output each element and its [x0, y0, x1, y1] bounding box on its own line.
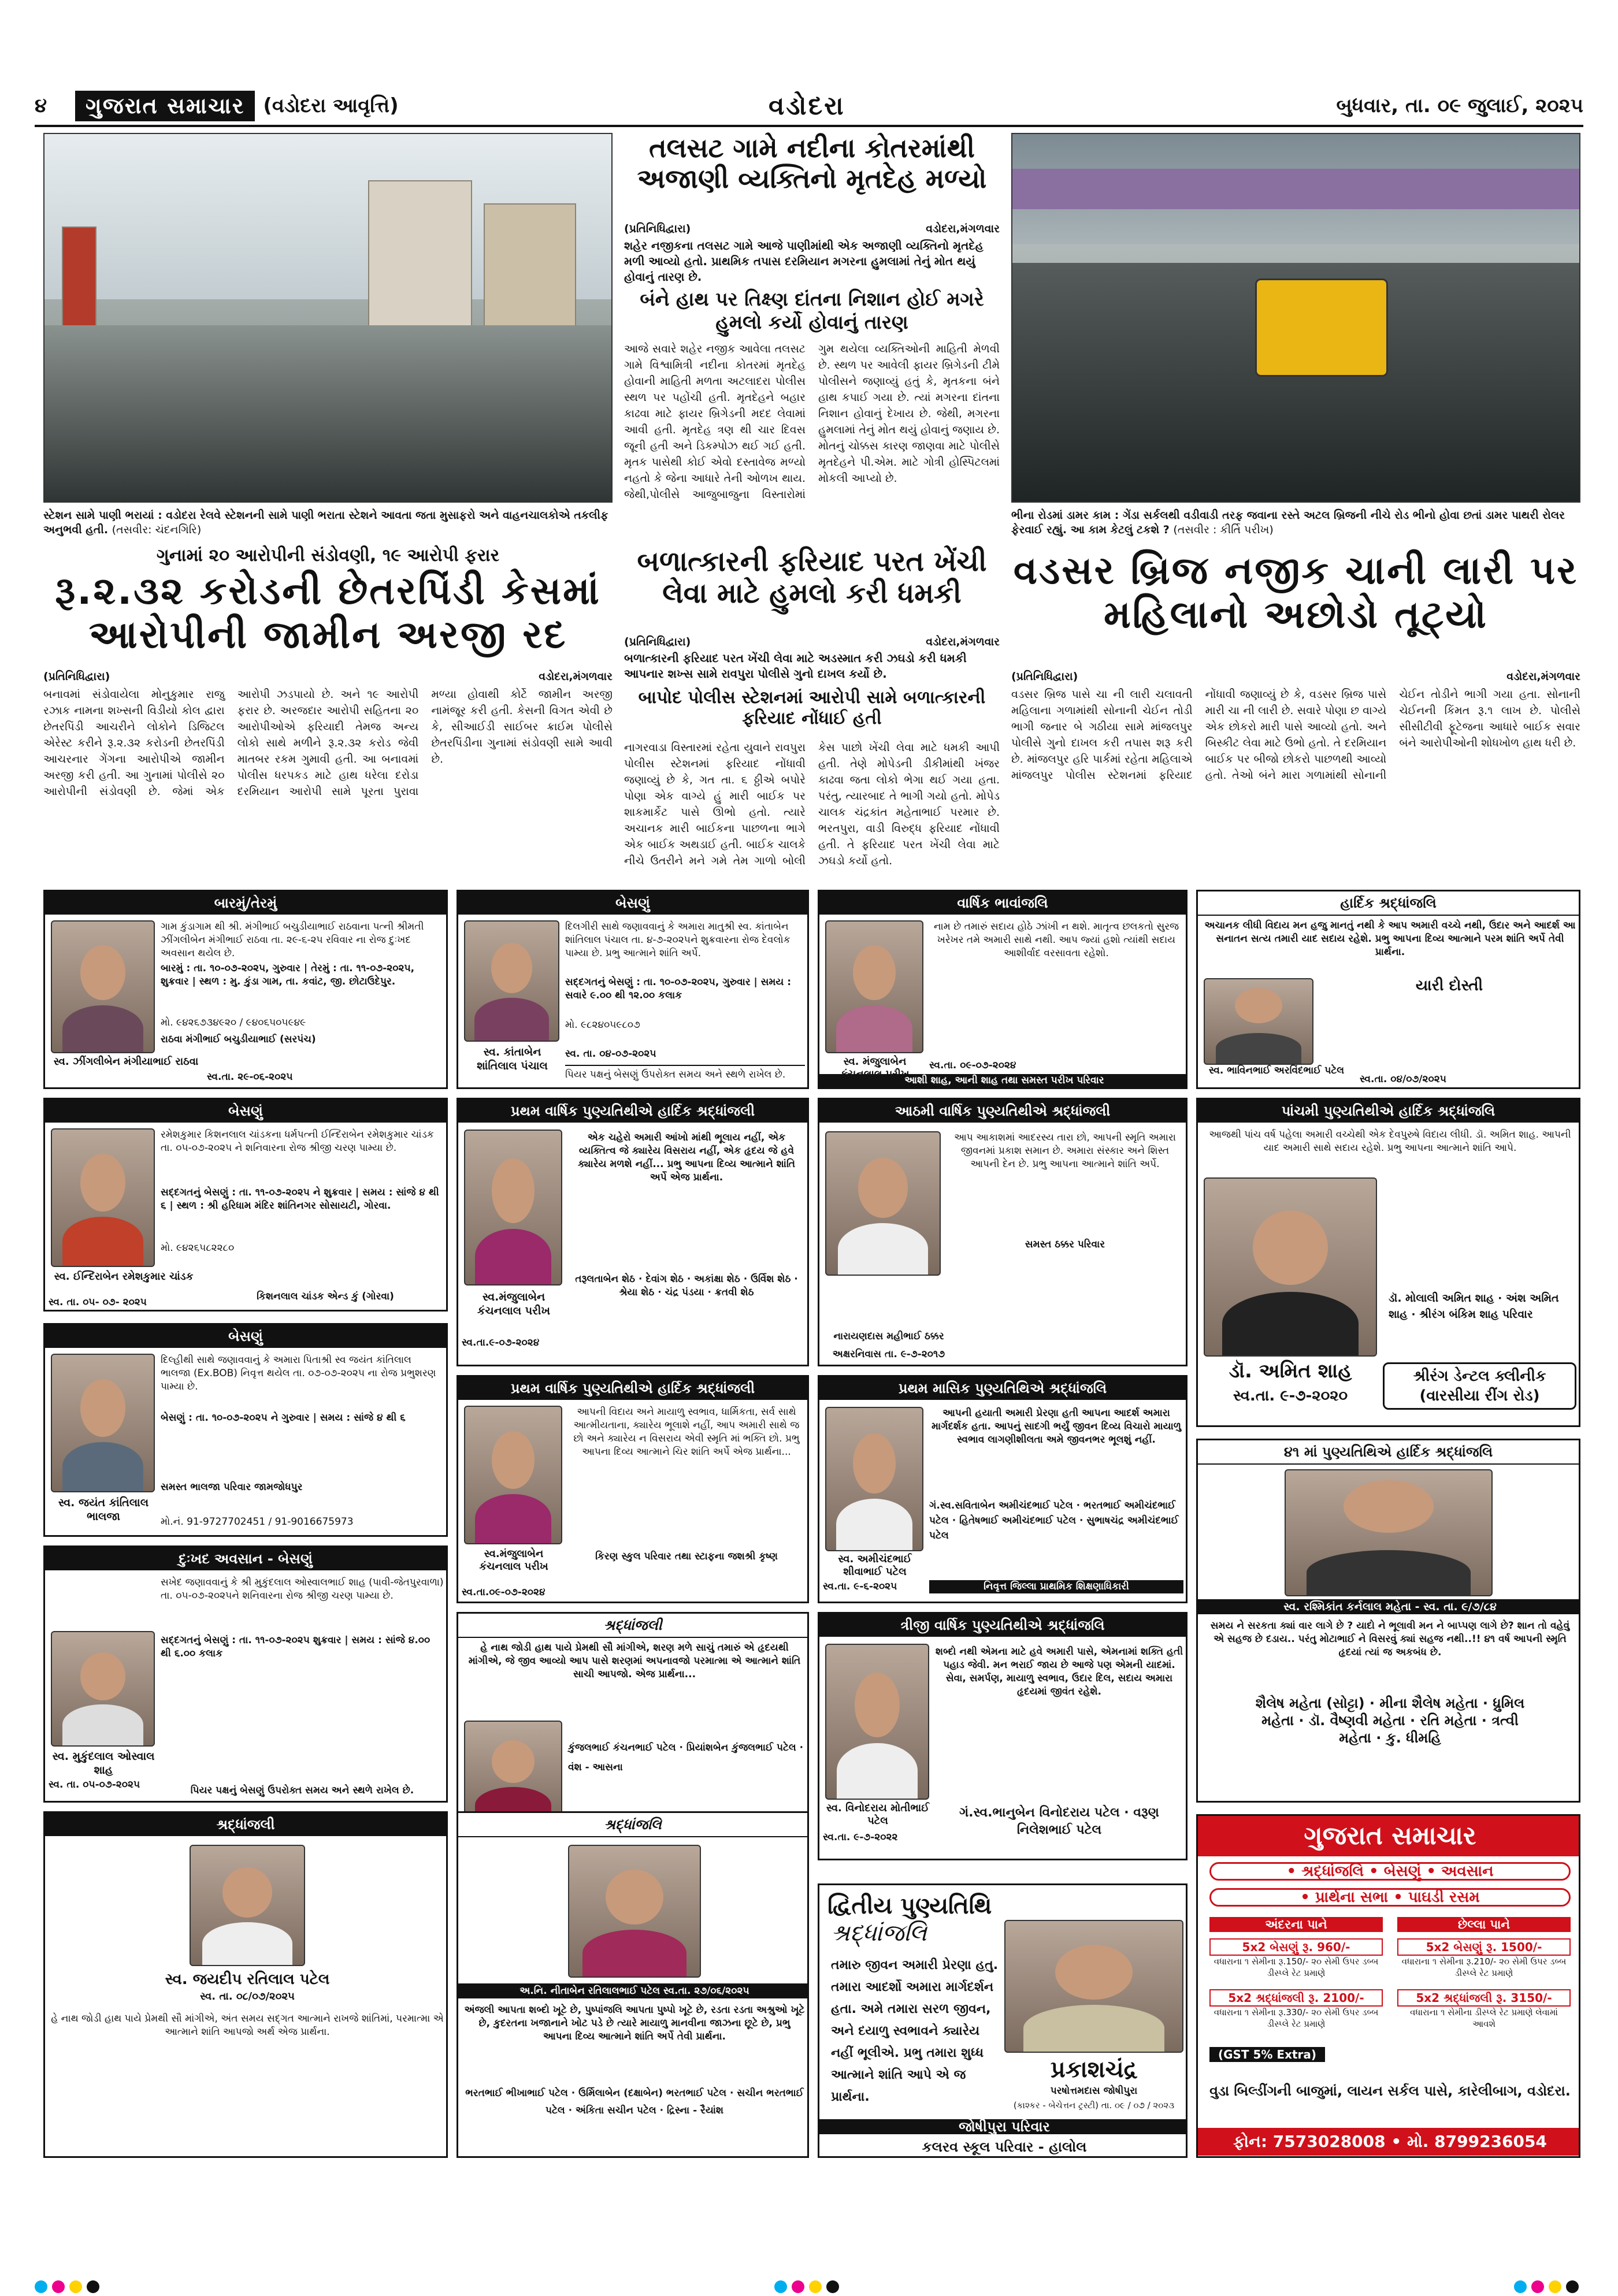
story1-dateline: (પ્રતિનિધિદ્વારા) વડોદરા,મંગળવાર — [624, 222, 1000, 235]
ad-manjulaben-1: વાર્ષિક ભાવાંજલિ નામ છે તમારું સદાય હોઠે ઝાંખી ન થશે. માતૃત્વ છલકતો સુરજ ખરેખર તમે અમારી સાથે નથી. આપ જ્યાં હશો ત્યાંથી સદાય આશીર્વાદ વરસાવતા રહેશો. સ્વ. મંજુલાબેન સ્વ.તા. ૦૯-૦૭-૨૦૨૪ આશી શાહ, આની શાહ તથા સમસ્ત પરીખ પરિવાર — [818, 890, 1187, 1089]
gs-classified-ad: ગુજરાત સમાચાર • શ્રદ્ધાંજલિ • બેસણું • અવસાન • પ્રાર્થના સભા • પાઘડી રસમ અંદરના પાને છેલ્લા પાને 5x2 બેસણું રૂ. 960/- વધારાના ૧ સેમીના રૂ.150/- ૨૦ સેમી ઉપર ડબ્બ ડીસ્પ્લે રેટ પ્રમાણે 5x2 બેસણું રૂ. 1500/- વધારાના ૧ સેમીના રૂ.210/- ૨૦ સેમી ઉપર ડબ્બ ડીસ્પ્લે રેટ પ્રમાણે 5x2 શ્રદ્ધાંજલી રૂ. 2100/- વધારાના ૧ સેમીના રૂ.330/- ૨૦ સેમી ઉપર ડબ્બ ડીસ્પ્લે રેટ પ્રમાણે 5x2 શ્રદ્ધાંજલી રૂ. 3150/- વધારાના ૧ સેમીના ડીસ્પ્લે રેટ પ્રમાણે લેવામાં આવશે (GST 5% Extra) વુડા બિલ્ડીંગની બાજુમાં, લાયન સર્કલ પાસે, કારેલીબાગ, વડોદરા. ફોન: 7573028008 • મો. 8799236054 — [1196, 1814, 1580, 2158]
story3-subhead: બાપોદ પોલીસ સ્ટેશનમાં આરોપી સામે બળાત્કારની ફરિયાદ નોંધાઈ હતી — [638, 688, 986, 729]
ad-nitaben-2: શ્રદ્ધાંજલિ અ.નિ. નીતાબેન રતિલાલભાઈ પટેલ સ્વ.તા. ૨૭/૦૬/૨૦૨૫ અંજલી આપતા શબ્દો ખૂટે છે, પુષ્પાંજલિ આપતા પુષ્પો ખૂટે છે, રડતા રડતા અશ્રુઓ ખૂટે છે, કુદરતના ખજાનાને ખોટ પડે છે ત્યારે માયાળુ માનવીના જાઝના છૂટે છે, પ્રભુ આપના દિવ્ય આત્માને શાંતિ અર્પે તેવી પ્રાર્થના. ભરતભાઈ ભીખાભાઈ પટેલ · ઉર્મિલાબેન (દક્ષાબેન) ભરતભાઈ પટેલ · સચીન ભરતભાઈ પટેલ · અંકિતા સચીન પટેલ · દ્રિસ્ના - રૈયાંશ — [457, 1811, 809, 2158]
ad-amit-shah: પાંચમી પુણ્યતિથીએ હાર્દિક શ્રદ્ધાંજલિ આજથી પાંચ વર્ષ પહેલા અમારી વચ્ચેથી એક દેવપુરુષે વિદાય લીધી. ડૉ. અમિત શાહ. આપની યાદ અમારી સાથે સદાય રહેશે. પ્રભુ આપના આત્માને શાંતિ આપે. ડૉ. મોલાલી અમિત શાહ · અંશ અમિત શાહ · શ્રીરંગ બંકિમ શાહ પરિવાર ડૉ. અમિત શાહ સ્વ.તા. ૯-૭-૨૦૨૦ શ્રીરંગ ડેન્ટલ ક્લીનીક (વારસીયા રીંગ રોડ) — [1196, 1098, 1580, 1427]
story3-headline: બળાત્કારની ફરિયાદ પરત ખેંચી લેવા માટે હુમલો કરી ધમકી — [637, 545, 987, 610]
story2-body: બનાવમાં સંડોવાયેલા મોનુકુમાર રાજુ રઝાક નામના શખ્સની વિડીયો કોલ દ્વારા છેતરપિંડી આચરીને લોકોને ડિજિટલ એરેસ્ટ કરીને રૂ.૨.૩૨ કરોડની છેતરપિંડી આચરનાર ગેંગના આરોપીએ જામીન અરજી કરી હતી. આ ગુનામાં પોલીસે ૨૦ આરોપીની સંડોવણી છે. જેમાં એક આરોપી ઝડપાયો છે. અને ૧૯ આરોપી ફરાર છે. અરજદાર આરોપી સહિતના ૨૦ આરોપીઓએ ફરિયાદી તેમજ અન્ય લોકો સાથે મળીને રૂ.૨.૩૨ કરોડ જેવી માતબર રકમ ગુમાવી હતી. આ બનાવમાં પોલીસ ધરપકડ માટે હાથ ધરેલા દરોડા દરમિયાન આરોપી સામે પૂરતા પુરાવા મળ્યા હોવાથી કોર્ટે જામીન અરજી નામંજૂર કરી હતી. કેસની વિગત એવી છે કે, સીઆઈડી સાઈબર ક્રાઈમ પોલીસે છેતરપિંડીના ગુનામાં સંડોવણી સામે આવી છે. — [43, 688, 613, 798]
story2-headline: રૂ.૨.૩૨ કરોડની છેતરપિંડી કેસમાં આરોપીની જામીન અરજી રદ — [55, 569, 601, 657]
story2-kicker: ગુનામાં ૨૦ આરોપીની સંડોવણી, ૧૯ આરોપી ફરાર — [156, 545, 500, 566]
story3-lead: બળાત્કારની ફરિયાદ પરત ખેંચી લેવા માટે અડસ્માત કરી ઝઘડો કરી ધમકી આપનાર શખ્સ સામે રાવપુરા પોલીસે ગુનો દાખલ કર્યો છે. — [624, 651, 967, 681]
ad-manjulaben-3: પ્રથમ વાર્ષિક પુણ્યતિથીએ હાર્દિક શ્રદ્ધાંજલી આપની વિદાય અને માયાળુ સ્વભાવ, ધાર્મિકતા, સર્વ સાથે આત્મીયતાના, ક્યારેય ભૂલાશે નહીં, આપ અમારી સાથે જ છો અને ક્યારેય ન વિસરાય એવી સ્મૃતિ માં ભક્તિ છો. પ્રભુ આપના દિવ્ય આત્માને ચિર શાંતિ અર્પે એજ પ્રાર્થના... કિરણ સ્કુલ પરિવાર તથા સ્ટાફના જશશ્રી કૃષ્ણ સ્વ.મંજુલાબેન કંચનલાલ પરીખ સ્વ.તા.૦૯-૦૭-૨૦૨૪ — [457, 1375, 809, 1603]
ad-jaydip: શ્રદ્ધાંજલી સ્વ. જયદીપ રતિલાલ પટેલ સ્વ. તા. ૦૮/૦૭/૨૦૨૫ હે નાથ જોડી હાથ પાયે પ્રેમથી સૌ માંગીએ, અંત સમય સદ્ગત આત્માને રાખજે શાંતિમાં, પરમાત્મા એ આત્માને શાંતિ આપજો અર્થ એજ પ્રાર્થના. — [43, 1811, 448, 2158]
ad-besnu-indiraben: બેસણું રમેશકુમાર કિશનલાલ ચાંડકના ધર્મપત્ની ઈન્દિરાબેન રમેશકુમાર ચાંડક તા. ૦૫-૦૭-૨૦૨૫ ને શનિવારના રોજ શ્રીજી ચરણ પામ્યા છે. સદ્દગતનું બેસણું : તા. ૧૧-૦૭-૨૦૨૫ ને શુક્રવાર | સમય : સાંજે ૪ થી ૬ | સ્થળ : શ્રી હરિધામ મંદિર શાંતિનગર સોસાયટી, ગોરવા. મો. ૯૪૨૬૫૮૨૨૮૦ સ્વ. ઈન્દિરાબેન રમેશકુમાર ચાંડક સ્વ. તા. ૦૫- ૦૭- ૨૦૨૫ કિશનલાલ ચાંડક એન્ડ કું (ગોરવા) — [43, 1098, 448, 1312]
story1-lead: શહેર નજીકના તલસટ ગામે આજે પાણીમાંથી એક અજાણી વ્યક્તિનો મૃતદેહ મળી આવ્યો હતો. પ્રાથમિક તપાસ દરમિયાન મગરના હુમલામાં તેનું મોત થયું હોવાનું તારણ છે. — [624, 239, 984, 284]
story2-dateline: (પ્રતિનિધિદ્વારા) વડોદરા,મંગળવાર — [43, 670, 613, 683]
story3-body: નાગરવાડા વિસ્તારમાં રહેતા યુવાને રાવપુરા પોલીસ સ્ટેશનમાં ફરિયાદ નોંધાવી જણાવ્યું છે કે, ગત તા. ૬ ઠ્ઠીએ બપોરે પોણા એક વાગ્યે હું મારી બાઈક પર શાકમાર્કેટ પાસે ઊભો હતો. ત્યારે અચાનક મારી બાઈકના પાછળના ભાગે એક બાઈક અથડાઈ હતી. બાઈક ચાલકે નીચે ઉતરીને મને ગમે તેમ ગાળો બોલી કેસ પાછો ખેંચી લેવા માટે ધમકી આપી હતી. તેણે મોપેડની ડીકીમાંથી ખંજર કાઢવા જતા લોકો ભેગા થઈ ગયા હતા. પરંતુ, ત્યારબાદ તે ભાગી ગયો હતો. મોપેડ ચાલક ચંદ્રકાંત મહેતાભાઈ પરમાર છે. ભરતપુરા, વાડી વિરુદ્ધ ફરિયાદ નોંધાવી હતી. તે ફરિયાદ પરત ખેંચી લેવા માટે ઝઘડો કર્યો હતો. — [624, 741, 1000, 867]
ad-manjulaben-2: પ્રથમ વાર્ષિક પુણ્યતિથીએ હાર્દિક શ્રદ્ધાંજલી એક ચહેરો અમારી આંખો માંથી ભૂલાય નહીં, એક વ્યક્તિત્વ જે ક્યારેય વિસરાય નહીં, એક હૃદય જે હવે ક્યારેય મળશે નહીં... પ્રભુ આપના દિવ્ય આત્માને શાંતિ અર્પે એજ પ્રાર્થના. તરૂલતાબેન શેઠ · દેવાંગ શેઠ · અકાંક્ષા શેઠ · ઉર્વિશ શેઠ · શ્રેયા શેઠ · ચંદ્ર પંડયા · ક્રતવી શેઠ સ્વ.મંજુલાબેન કંચનલાલ પરીખ સ્વ.તા.૯-૦૭-૨૦૨૪ — [457, 1098, 809, 1366]
station-flood-photo — [43, 133, 613, 503]
story4-headline: વડસર બ્રિજ નજીક ચાની લારી પર મહિલાનો અછોડો તૂટ્યો — [1013, 548, 1579, 637]
story1-subhead: બંને હાથ પર તિક્ષ્ણ દાંતના નિશાન હોઈ મગરે હુમલો કર્યો હોવાનું તારણ — [640, 288, 984, 333]
photo1-caption: સ્ટેશન સામે પાણી ભરાયાં : વડોદરા રેલવે સ્ટેશનની સામે પાણી ભરાતા સ્ટેશને આવતા જતા મુસાફરો અને વાહનચાલકોએ તકલીફ અનુભવી હતી. (તસવીર: ચંદનગિરિ) — [43, 509, 608, 536]
story4-body: વડસર બ્રિજ પાસે ચા ની લારી ચલાવતી મહિલાના ગળામાંથી સોનાની ચેઈન તોડી ભાગી જનાર બે ગઠીયા સામે માંજલપુર પોલીસે ગુનો દાખલ કરી તપાસ શરૂ કરી છે. માંજલપુર હરિ પાર્કમાં રહેતા મહિલાએ માંજલપુર પોલીસ સ્ટેશનમાં ફરિયાદ નોંધાવી જણાવ્યું છે કે, વડસર બ્રિજ પાસે મારી ચા ની લારી છે. સવારે પોણા છ વાગ્યે એક છોકરો મારી પાસે આવ્યો હતો. અને બિસ્કીટ લેવા માટે ઉભો હતો. તે દરમિયાન બાઈક પર બીજો છોકરો પાછળથી આવ્યો હતો. તેઓ બંને મારા ગળામાંથી સોનાની ચેઈન તોડીને ભાગી ગયા હતા. સોનાની ચેઈનની કિંમત રૂ.૧ લાખ છે. પોલીસે સીસીટીવી ફૂટેજના આધારે બાઈક સવાર બંને આરોપીઓની શોધખોળ હાથ ધરી છે. — [1011, 688, 1580, 782]
page-number: ૪ — [35, 94, 47, 117]
print-registration-strip — [0, 2280, 1618, 2296]
ad-jayant: બેસણું દિલ્હીથી સાથે જણાવવાનું કે અમારા પિતાશ્રી સ્વ જયંત કાંતિલાલ ભાલજા (Ex.BOB) નિવૃત્ત થયેલ તા. ૦૭-૦૭-૨૦૨૫ ના રોજ પ્રભુશરણ પામ્યા છે. બેસણું : તા. ૧૦-૦૭-૨૦૨૫ ને ગુરુવાર | સમય : સાંજે ૪ થી ૬ સમસ્ત ભાલજા પરિવાર જામજોધપુર મો.નં. 91-9727702451 / 91-9016675973 સ્વ. જયંત કાંતિલાલ ભાલજા — [43, 1323, 448, 1537]
edition: (વડોદરા આવૃત્તિ) — [263, 94, 399, 117]
ad-rashmikant: ૪૧ માં પુણ્યતિથિએ હાર્દિક શ્રદ્ધાંજલિ સ્વ. રશ્મિકાંત કર્નલાલ મહેતા - સ્વ. તા. ૯/૭/૮૪ સમય ને સરકતા ક્યાં વાર લાગે છે ? યાદો ને ભૂલાવી મન ને બાપ્પણ લાગે છે? શાન તો વહેવું એ સહજ છે દડાય.. પરંતુ મોટાભાઈ ને વિસરવું ક્યાં સહજ નથી..!! ૪૧ વર્ષ આપની સ્મૃતિ હૃદયાં ત્યાં જ અકબંધ છે. શૈલેષ મહેતા (સોટ્ટા) · મીના શૈલેષ મહેતા · ધ્રુમિલ મહેતા · ડૉ. વૈષ્ણવી મહેતા · રતિ મહેતા · ત્રત્વી મહેતા · કુ. ધીમહિ — [1196, 1439, 1580, 1803]
road-roller-photo — [1011, 133, 1580, 503]
story4-dateline: (પ્રતિનિધિદ્વારા) વડોદરા,મંગળવાર — [1011, 670, 1580, 683]
story1-headline: તલસટ ગામે નદીના કોતરમાંથી અજાણી વ્યક્તિનો મૃતદેહ મળ્યો — [637, 132, 987, 194]
page-header — [35, 87, 1583, 127]
masthead: ગુજરાત સમાચાર — [75, 91, 255, 121]
ad-amichand: પ્રથમ માસિક પુણ્યતિથિએ શ્રદ્ધાંજલિ આપની હયાતી અમારી પ્રેરણા હતી આપના આદર્શ અમારા માર્ગદર્શક હતા. આપનું સાદગી ભર્યું જીવન દિવ્ય વિચારો માયાળુ સ્વભાવ લાગણીશીલતા અમે જીવનભર ભૂલશું નહીં. ગં.સ્વ.સવિતાબેન અમીચંદભાઈ પટેલ · ભરતભાઈ અમીચંદભાઈ પટેલ · હિતેષભાઈ અમીચંદભાઈ પટેલ · સુભાષચંદ્ર અમીચંદભાઈ પટેલ સ્વ. અમીચંદભાઈ શીવાભાઈ પટેલ સ્વ.તા. ૯-૬-૨૦૨૫ નિવૃત્ત જિલ્લા પ્રાથમિક શિક્ષણાધિકારી — [818, 1375, 1187, 1603]
city-name: વડોદરા — [769, 91, 845, 121]
issue-date: બુધવાર, તા. ૦૯ જુલાઈ, ૨૦૨૫ — [1336, 94, 1583, 117]
photo2-caption: ભીના રોડમાં ડામર કામ : ગેંડા સર્કલથી વડીવાડી તરફ જવાના રસ્તે અટલ બ્રિજની નીચે રોડ ભીનો હોવા છતાં ડામર પાથરી રોલર ફેરવાઈ રહ્યું. આ કામ કેટલું ટકશે ? (તસવીર : કીર્તિ પરીખ) — [1011, 509, 1565, 536]
ad-maganben: બારમું/તેરમું ગામ કુંડાગામ થી શ્રી. મંગીભાઈ બચુડીયાભાઈ રાઠવાના પત્ની શ્રીમતી ઝીંગલીબેન મંગીભાઈ રાઠવા તા. ૨૯-૬-૨૫ રવિવાર ના રોજ દુઃખદ અવસાન થયેલ છે. બારમું : તા. ૧૦-૦૭-૨૦૨૫, ગુરુવાર | તેરમું : તા. ૧૧-૦૭-૨૦૨૫, શુક્રવાર | સ્થળ : મુ. કુંડા ગામ, તા. કવાંટ, જી. છોટાઉદેપુર. મો. ૯૪૨૬૭૩૪૯૨૦ / ૯૪૦૬૫૦૫૯૪૯ રાઠવા મંગીભાઈ બચુડીયાભાઈ (સરપંચ) સ્વ. ઝીંગલીબેન મંગીયાભાઈ રાઠવા સ્વ.તા. ૨૯-૦૬-૨૦૨૫ — [43, 890, 448, 1089]
gs-brand: ગુજરાત સમાચાર — [1198, 1816, 1580, 1856]
ad-bhavinbhai: હાર્દિક શ્રદ્ધાંજલિ અચાનક લીધી વિદાય મન હજુ માનતું નથી કે આપ અમારી વચ્ચે નથી, ઉદાર અને આદર્શ આ સનાતન સત્ય તમારી યાદ સદાય રહેશે. પ્રભુ આપના દિવ્ય આત્માને પરમ શાંતિ અર્પે તેવી પ્રાર્થના. યારી દોસ્તી સ્વ. ભાવિનભાઈ અરવિંદભાઈ પટેલ સ્વ.તા. ૦૪/૦૭/૨૦૨૫ — [1196, 890, 1580, 1089]
ad-nitaben-1: શ્રદ્ધાંજલી હે નાથ જોડી હાથ પાયે પ્રેમથી સૌ માંગીએ, શરણ મળે સાચું તમારું એ હૃદયથી માંગીએ, જે જીવ આવ્યો આપ પાસે શરણમાં અપનાવજો પરમાત્મા એ આત્માને શાંતિ સાચી આપજો. એજ પ્રાર્થના... કુંજલભાઈ કંચનભાઈ પટેલ · પ્રિયાંશબેન કુંજલભાઈ પટેલ · વંશ - આસના — [457, 1612, 809, 1860]
ad-prakash: દ્વિતીય પુણ્યતિથિ શ્રદ્ધાંજલિ તમારુ જીવન અમારી પ્રેરણા હતુ. તમારા આદર્શો અમારા માર્ગદર્શન હતા. અમે તમારા સરળ જીવન, અને દયાળુ સ્વભાવને ક્યારેય નહીં ભૂલીએ. પ્રભુ તમારા શુધ્ધ આત્માને શાંતિ આપે એ જ પ્રાર્થના. પ્રકાશચંદ્ર પરષોત્તમદાસ જોષીપુરા (કાશ્કર - બેચેત્તન ટ્રસ્ટી) તા. ૦૯ / ૦૭ / ૨૦૨૩ જોષીપુરા પરિવાર કલરવ સ્કૂલ પરિવાર - હાલોલ — [818, 1883, 1187, 2158]
ad-narayandas: આઠમી વાર્ષિક પુણ્યતિથીએ શ્રદ્ધાંજલી આપ આકાશમાં આદરસ્ય તારા છો, આપની સ્મૃતિ અમારા જીવનમાં પ્રકાશ સમાન છે. અમારા સંસ્કાર અને શિસ્ત આપની દેન છે. પ્રભુ આપના આત્માને શાંતિ અર્પે. સમસ્ત ઠક્કર પરિવાર નારાયણદાસ મહીભાઈ ઠક્કર અક્ષરનિવાસ તા. ૯-૭-૨૦૧૭ — [818, 1098, 1187, 1366]
ad-vinodray: ત્રીજી વાર્ષિક પુણ્યતિથીએ શ્રદ્ધાંજલિ શબ્દો નથી એમના માટે હવે અમારી પાસે, એમનામાં શક્તિ હતી પહાડ જેવી. મન ભરાઈ જાય છે આજે પણ એમની યાદમાં. સેવા, સમર્પણ, માયાળુ સ્વભાવ, ઉદાર દિલ, સદાય અમારા હૃદયમાં જીવંત રહેશે. સ્વ. વિનોદરાય મોતીભાઈ પટેલ સ્વ.તા. ૯-૭-૨૦૨૨ ગં.સ્વ.ભાનુબેન વિનોદરાય પટેલ · વરૂણ નિલેશભાઈ પટેલ — [818, 1612, 1187, 1860]
story1-body: આજે સવારે શહેર નજીક આવેલા તલસટ ગામે વિશ્વામિત્રી નદીના કોતરમાં મૃતદેહ હોવાની માહિતી મળતા અટલાદરા પોલીસ સ્થળ પર પહોંચી હતી. મૃતદેહને બહાર કાઢવા માટે ફાયર બ્રિગેડની મદદ લેવામાં આવી હતી. મૃતદેહ ત્રણ થી ચાર દિવસ જૂની હતી અને ડિકમ્પોઝ થઈ ગઈ હતી. મૃતક પાસેથી કોઈ એવો દસ્તાવેજ મળ્યો નહતો કે જેના આધારે તેની ઓળખ થાય. જેથી,પોલીસે આજુબાજુના વિસ્તારોમાં ગુમ થયેલા વ્યક્તિઓની માહિતી મેળવી છે. સ્થળ પર આવેલી ફાયર બ્રિગેડની ટીમે પોલીસને જણાવ્યું હતું કે, મૃતકના બંને હાથ કપાઈ ગયા છે. ત્યાં મગરના દાંતના નિશાન હોવાનું દેખાય છે. જેથી, મગરના હુમલામાં તેનું મોત થયું હોવાનું જણાય છે. મોતનું ચોક્કસ કારણ જાણવા માટે પોલીસે મૃતદેહને પી.એમ. માટે ગોત્રી હોસ્પિટલમાં મોકલી આપ્યો છે. — [624, 343, 1000, 501]
ad-mukundlal: દુઃખદ અવસાન - બેસણું સખેદ જણાવવાનું કે શ્રી મુકુંદલાલ ઓસ્વાલભાઈ શાહ (પાવી-જેતપુરવાળા) તા. ૦૫-૦૭-૨૦૨૫ને શનિવારના રોજ શ્રીજી ચરણ પામ્યા છે. સદ્દગતનું બેસણું : તા. ૧૧-૦૭-૨૦૨૫ શુક્રવાર | સમય : સાંજે ૪.૦૦ થી ૬.૦૦ કલાક સ્વ. મુકુંદલાલ ઓસ્વાલ શાહ સ્વ. તા. ૦૫-૦૭-૨૦૨૫ પિયર પક્ષનું બેસણું ઉપરોક્ત સમય અને સ્થળે રાખેલ છે. — [43, 1545, 448, 1803]
story3-dateline: (પ્રતિનિધિદ્વારા) વડોદરા,મંગળવાર — [624, 636, 1000, 648]
ad-kantaben: બેસણું દિલગીરી સાથે જણાવવાનું કે અમારા માતુશ્રી સ્વ. કાંતાબેન શાંતિલાલ પંચાલ તા. ૪-૭-૨૦૨૫ને શુક્રવારના રોજ દેવલોક પામ્યા છે. પ્રભુ આત્માને શાંતિ અર્પે. સદ્દગતનું બેસણું : તા. ૧૦-૦૭-૨૦૨૫, ગુરુવાર | સમય : સવારે ૯.૦૦ થી ૧૨.૦૦ કલાક મો. ૯૮૨૪૦૫૯૮૦૭ સ્વ. કાંતાબેન શાંતિલાલ પંચાલ સ્વ. તા. ૦૪-૦૭-૨૦૨૫ પિયર પક્ષનું બેસણું ઉપરોક્ત સમય અને સ્થળે રાખેલ છે. — [457, 890, 809, 1089]
